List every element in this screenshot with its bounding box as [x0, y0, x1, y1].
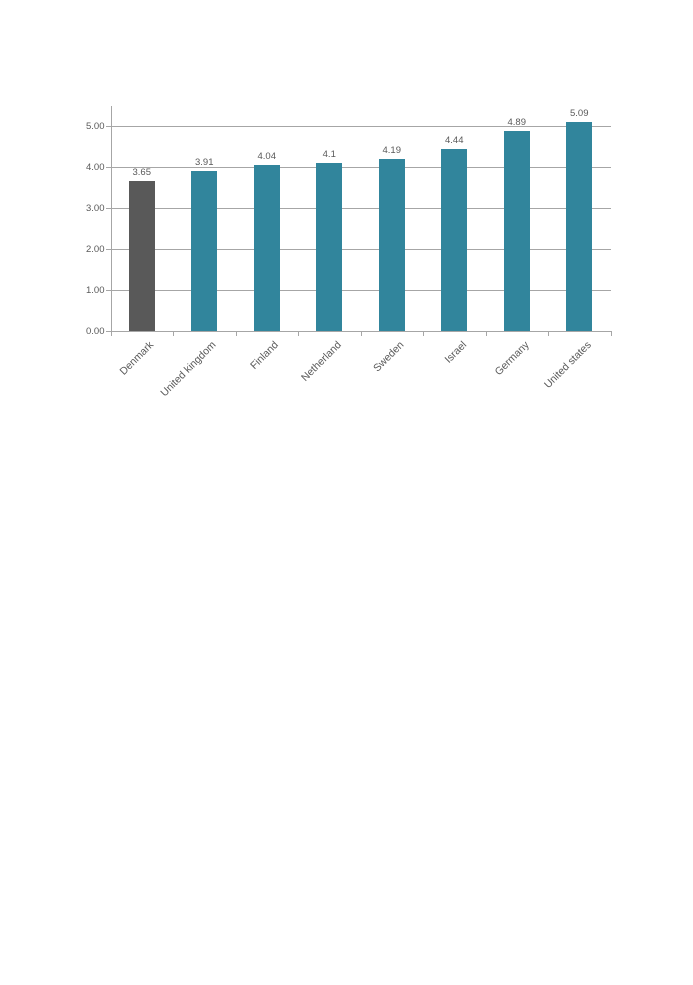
bar-value-label: 3.91 — [195, 156, 214, 168]
y-gridline — [111, 249, 611, 250]
bar-value-label: 5.09 — [570, 108, 589, 120]
x-axis-category-label: United states — [541, 339, 594, 391]
y-axis-tick-label: 0.00 — [86, 326, 105, 337]
x-axis-category-label: Netherland — [298, 339, 344, 384]
y-axis-tick-label: 3.00 — [86, 203, 105, 214]
x-tick-mark — [236, 331, 237, 336]
bar-value-label: 4.1 — [322, 148, 336, 160]
y-axis-tick-label: 1.00 — [86, 285, 105, 296]
x-tick-mark — [486, 331, 487, 336]
bar-value-label: 3.65 — [132, 167, 151, 179]
x-tick-mark — [361, 331, 362, 336]
y-axis-line — [111, 106, 112, 332]
y-gridline — [111, 290, 611, 291]
bar-value-label: 4.04 — [257, 151, 276, 163]
bar-finland — [254, 165, 280, 331]
x-axis-category-label: United kingdom — [158, 339, 219, 400]
y-axis-tick-label: 4.00 — [86, 162, 105, 173]
bar-value-label: 4.44 — [445, 134, 464, 146]
y-axis-tick-label: 2.00 — [86, 244, 105, 255]
y-gridline — [111, 208, 611, 209]
bar-value-label: 4.89 — [507, 116, 526, 128]
x-axis-category-label: Israel — [442, 339, 469, 366]
bar-netherland — [316, 163, 342, 331]
x-tick-mark — [611, 331, 612, 336]
x-tick-mark — [423, 331, 424, 336]
x-tick-mark — [173, 331, 174, 336]
x-tick-mark — [111, 331, 112, 336]
bar-denmark — [129, 181, 155, 331]
x-axis-category-label: Sweden — [370, 339, 407, 375]
x-axis-category-label: Finland — [248, 339, 282, 372]
bar-sweden — [379, 159, 405, 331]
bar-israel — [441, 149, 467, 331]
bar-chart — [0, 0, 693, 430]
x-tick-mark — [548, 331, 549, 336]
y-axis-tick-label: 5.00 — [86, 121, 105, 132]
bar-united-kingdom — [191, 171, 217, 331]
x-axis-category-label: Denmark — [117, 339, 157, 378]
bar-value-label: 4.19 — [382, 145, 401, 157]
bar-united-states — [566, 122, 592, 331]
bar-germany — [504, 131, 530, 331]
x-tick-mark — [298, 331, 299, 336]
x-axis-category-label: Germany — [492, 339, 532, 379]
